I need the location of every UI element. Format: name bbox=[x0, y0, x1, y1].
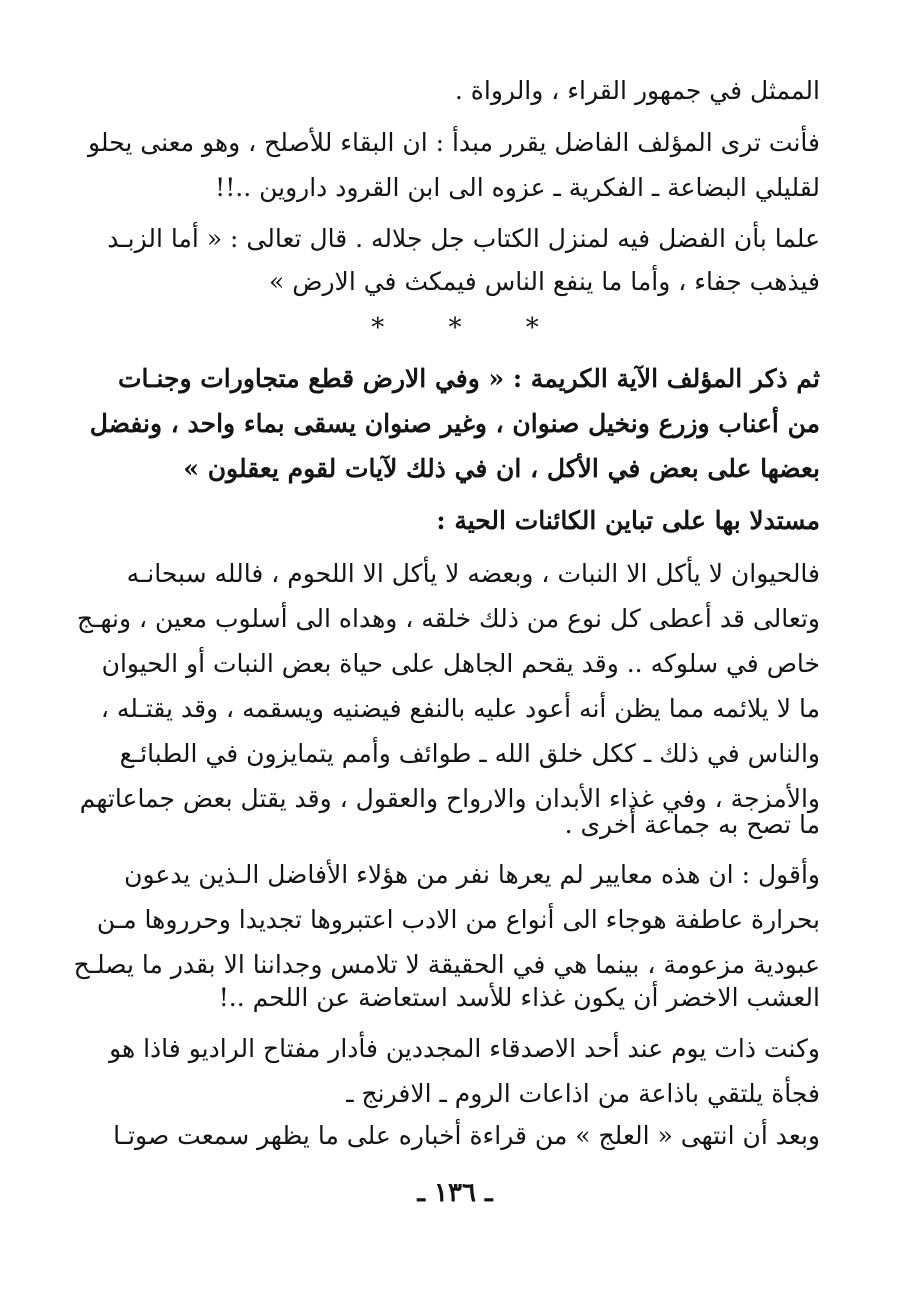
text-line: الممثل في جمهور القراء ، والرواة . bbox=[454, 76, 820, 105]
text-line: والأمزجة ، وفي غذاء الأبدان والارواح والعقول ، وقد يقتل بعض جماعاتهم bbox=[79, 784, 820, 813]
text-line: فيذهب جفاء ، وأما ما ينفع الناس فيمكث في الارض » bbox=[269, 267, 820, 296]
text-line: علما بأن الفضل فيه لمنزل الكتاب جل جلاله . قال تعالى : « أما الزبـد bbox=[107, 224, 820, 253]
text-line: مستدلا بها على تباين الكائنات الحية : bbox=[436, 506, 820, 535]
text-line: ما تصح به جماعة أخرى . bbox=[564, 810, 820, 839]
text-line: والناس في ذلك ـ ككل خلق الله ـ طوائف وأمم يتمايزون في الطبائـع bbox=[119, 739, 820, 768]
text-line: وأقول : ان هذه معايير لم يعرها نفر من هؤلاء الأفاضل الـذين يدعون bbox=[124, 860, 820, 889]
text-line: بحرارة عاطفة هوجاء الى أنواع من الادب اعتبروها تجديدا وحرروها مـن bbox=[96, 905, 820, 934]
section-separator-stars: * * * bbox=[371, 313, 567, 343]
text-line: بعضها على بعض في الأكل ، ان في ذلك لآيات لقوم يعقلون » bbox=[183, 454, 820, 483]
text-line: العشب الاخضر أن يكون غذاء للأسد استعاضة عن اللحم ..! bbox=[218, 983, 820, 1012]
text-line: فجأة يلتقي باذاعة من اذاعات الروم ـ الافرنج ـ bbox=[346, 1079, 820, 1108]
page-number: ـ ١٣٦ ـ bbox=[417, 1178, 493, 1208]
text-line: من أعناب وزرع ونخيل صنوان ، وغير صنوان يسقى بماء واحد ، ونفضل bbox=[89, 409, 820, 438]
text-line: فأنت ترى المؤلف الفاضل يقرر مبدأ : ان البقاء للأصلح ، وهو معنى يحلو bbox=[88, 128, 820, 157]
text-line: عبودية مزعومة ، بينما هي في الحقيقة لا تلامس وجداننا الا بقدر ما يصلـح bbox=[73, 950, 820, 979]
text-line: وبعد أن انتهى « العلج » من قراءة أخباره على ما يظهر سمعت صوتـا bbox=[113, 1121, 820, 1150]
text-line: لقليلي البضاعة ـ الفكرية ـ عزوه الى ابن القرود داروين ..!! bbox=[215, 173, 820, 202]
text-line: وكنت ذات يوم عند أحد الاصدقاء المجددين فأدار مفتاح الراديو فاذا هو bbox=[109, 1034, 820, 1063]
text-line: خاص في سلوكه .. وقد يقحم الجاهل على حياة بعض النبات أو الحيوان bbox=[101, 649, 820, 678]
text-line: ثم ذكر المؤلف الآية الكريمة : « وفي الارض قطع متجاورات وجنـات bbox=[118, 364, 820, 393]
text-line: ما لا يلائمه مما يظن أنه أعود عليه بالنفع فيضنيه ويسقمه ، وقد يقتـله ، bbox=[100, 694, 820, 723]
text-line: فالحيوان لا يأكل الا النبات ، وبعضه لا يأكل الا اللحوم ، فالله سبحانـه bbox=[126, 559, 820, 588]
text-line: وتعالى قد أعطى كل نوع من ذلك خلقه ، وهداه الى أسلوب معين ، ونهـج bbox=[77, 604, 820, 633]
